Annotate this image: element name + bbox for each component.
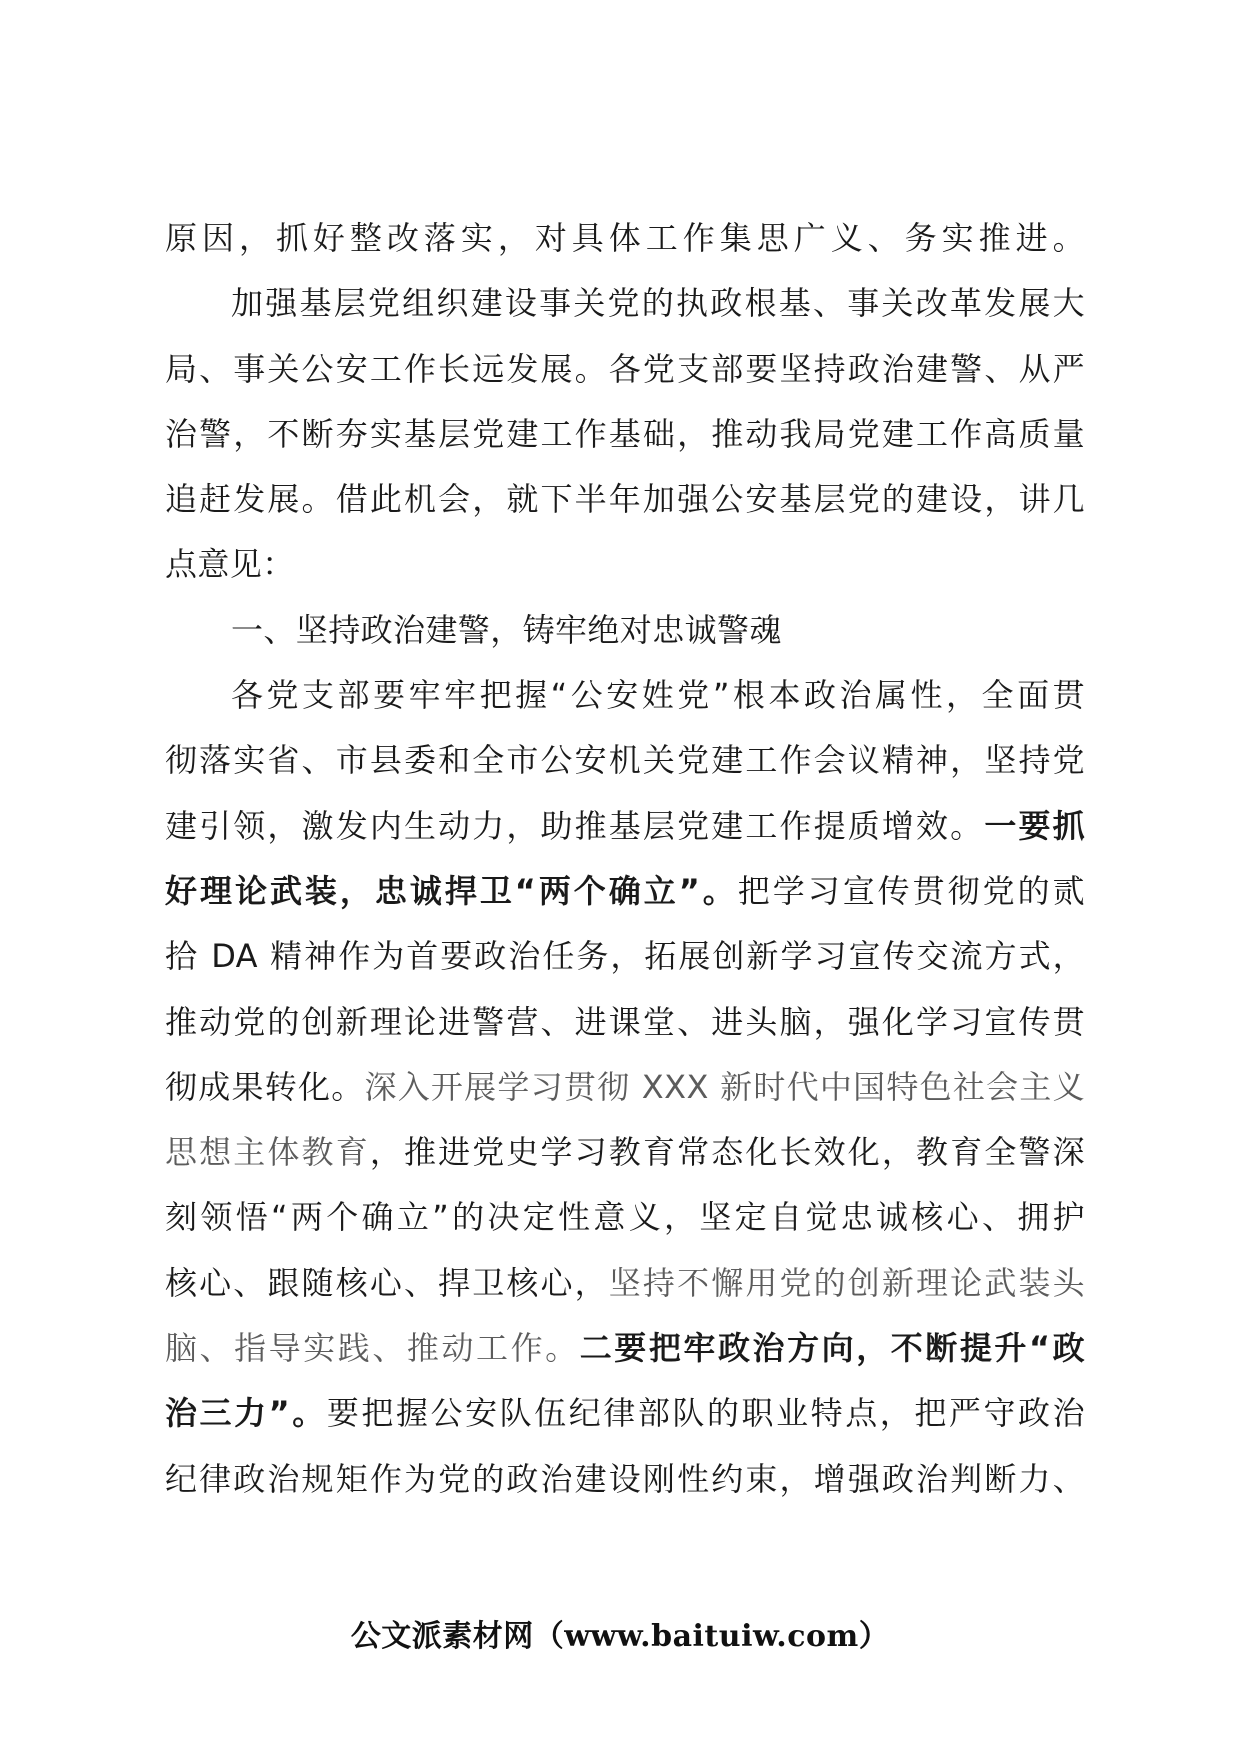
text-line-15 bbox=[165, 1120, 1085, 1185]
text-line-11 bbox=[165, 859, 1085, 924]
text-line-13 bbox=[165, 990, 1085, 1055]
gray-text-run: 坚持不懈用党的创新理论武装头 bbox=[608, 1263, 1085, 1302]
text-run: 局、事关公安工作长远发展。各党支部要坚持政治建警、从严 bbox=[165, 349, 1085, 388]
footer-watermark: 公文派素材网（www.baituiw.com） bbox=[350, 1619, 890, 1654]
text-line-20 bbox=[165, 1447, 1085, 1512]
text-run: 刻领悟“两个确立”的决定性意义，坚定自觉忠诚核心、拥护 bbox=[165, 1198, 1085, 1237]
bold-text-run: 二要把牢政治方向，不断提升“政 bbox=[579, 1329, 1085, 1368]
text-line-19 bbox=[165, 1381, 1085, 1446]
text-run: 要把握公安队伍纪律部队的职业特点，把严守政治 bbox=[326, 1394, 1085, 1433]
text-line-1 bbox=[165, 206, 1085, 271]
text-line-9 bbox=[165, 728, 1085, 793]
text-run: 各党支部要牢牢把握“公安姓党”根本政治属性，全面贯 bbox=[231, 676, 1085, 715]
text-run: 治警，不断夯实基层党建工作基础，推动我局党建工作高质量 bbox=[165, 414, 1085, 453]
document-body bbox=[165, 206, 1085, 1512]
text-line-4 bbox=[165, 402, 1085, 467]
text-run: 把学习宣传贯彻党的贰 bbox=[737, 871, 1085, 910]
text-line-16 bbox=[165, 1185, 1085, 1250]
text-line-17 bbox=[165, 1251, 1085, 1316]
text-run: 推动党的创新理论进警营、进课堂、进头脑，强化学习宣传贯 bbox=[165, 1002, 1085, 1041]
text-line-12 bbox=[165, 924, 1085, 989]
bold-text-run: 好理论武装，忠诚捍卫“两个确立”。 bbox=[165, 871, 738, 910]
text-run: 彻成果转化。 bbox=[165, 1067, 365, 1106]
text-line-10 bbox=[165, 794, 1085, 859]
text-line-14 bbox=[165, 1055, 1085, 1120]
text-run: ，推进党史学习教育常态化长效化，教育全警深 bbox=[369, 1133, 1086, 1172]
text-run: 核心、跟随核心、捍卫核心， bbox=[165, 1263, 609, 1302]
text-line-2 bbox=[165, 271, 1085, 336]
text-line-6 bbox=[165, 532, 1085, 597]
text-line-5 bbox=[165, 467, 1085, 532]
gray-text-run: 脑、指导实践、推动工作。 bbox=[165, 1329, 580, 1368]
bold-text-run: 一要抓 bbox=[984, 806, 1086, 845]
text-run: 加强基层党组织建设事关党的执政根基、事关改革发展大 bbox=[231, 284, 1085, 323]
text-line-3 bbox=[165, 337, 1085, 402]
text-run: 彻落实省、市县委和全市公安机关党建工作会议精神，坚持党 bbox=[165, 741, 1085, 780]
text-run: 纪律政治规矩作为党的政治建设刚性约束，增强政治判断力、 bbox=[165, 1459, 1085, 1498]
text-run: 拾 DA 精神作为首要政治任务，拓展创新学习宣传交流方式， bbox=[165, 937, 1085, 976]
bold-text-run: 治三力”。 bbox=[165, 1394, 327, 1433]
text-line-8 bbox=[165, 663, 1085, 728]
text-run: 建引领，激发内生动力，助推基层党建工作提质增效。 bbox=[165, 806, 985, 845]
text-line-18 bbox=[165, 1316, 1085, 1381]
text-run: 一、坚持政治建警，铸牢绝对忠诚警魂 bbox=[231, 610, 782, 649]
gray-text-run: 深入开展学习贯彻 XXX 新时代中国特色社会主义 bbox=[364, 1067, 1085, 1106]
text-run: 追赶发展。借此机会，就下半年加强公安基层党的建设，讲几 bbox=[165, 480, 1085, 519]
gray-text-run: 思想主体教育 bbox=[165, 1133, 370, 1172]
text-run: 点意见： bbox=[165, 545, 295, 584]
text-run: 原因，抓好整改落实，对具体工作集思广义、务实推进。 bbox=[165, 219, 1085, 257]
section-heading bbox=[165, 598, 1085, 663]
